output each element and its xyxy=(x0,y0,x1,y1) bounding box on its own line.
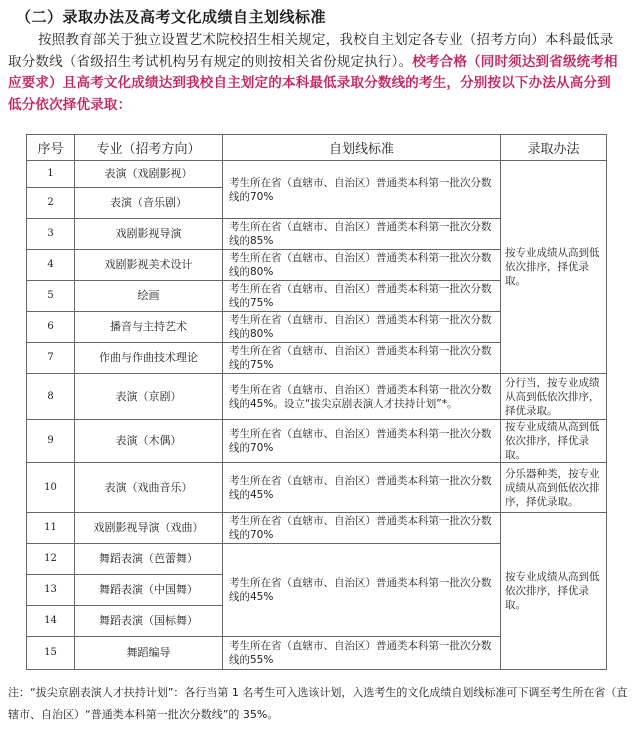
row-num: 3 xyxy=(27,219,75,250)
row-standard: 考生所在省（直辖市、自治区）普通类本科第一批次分数线的45%。设立“拔尖京剧表演人才扶持计划”*。 xyxy=(223,374,501,420)
row-standard: 考生所在省（直辖市、自治区）普通类本科第一批次分数线的70% xyxy=(223,513,501,544)
row-major: 戏剧影视导演 xyxy=(75,219,223,250)
row-major: 舞蹈编导 xyxy=(75,637,223,670)
table-row xyxy=(27,463,607,513)
row-num: 11 xyxy=(27,513,75,544)
table-row xyxy=(27,420,607,463)
table-header-row xyxy=(27,135,607,161)
footnote: 注：“拔尖京剧表演人才扶持计划”：各行当第 1 名考生可入选该计划，入选考生的文化成绩自划线标准可下调至考生所在省（直辖市、自治区）“普通类本科第一批次分数线”的 35%。 xyxy=(8,686,628,721)
row-standard: 考生所在省（直辖市、自治区）普通类本科第一批次分数线的45% xyxy=(223,544,501,637)
row-standard: 考生所在省（直辖市、自治区）普通类本科第一批次分数线的55% xyxy=(223,637,501,670)
row-num: 13 xyxy=(27,575,75,606)
admission-table xyxy=(26,134,607,670)
row-major: 戏剧影视美术设计 xyxy=(75,250,223,281)
intro-text: 按照教育部关于独立设置艺术院校招生相关规定，我校自主划定各专业（招考方向）本科最低录取分数线（省级招生考试机构另有规定的则按相关省份规定执行）。 xyxy=(8,32,614,70)
row-num: 4 xyxy=(27,250,75,281)
row-num: 10 xyxy=(27,463,75,513)
row-method: 分行当，按专业成绩从高到低依次排序，择优录取。 xyxy=(501,374,607,420)
row-major: 表演（戏剧影视） xyxy=(75,161,223,188)
row-method: 分乐器种类，按专业成绩从高到低依次排序，择优录取。 xyxy=(501,463,607,513)
row-standard: 考生所在省（直辖市、自治区）普通类本科第一批次分数线的80% xyxy=(223,250,501,281)
row-num: 9 xyxy=(27,420,75,463)
header-standard: 自划线标准 xyxy=(223,135,501,161)
row-major: 舞蹈表演（芭蕾舞） xyxy=(75,544,223,575)
row-num: 6 xyxy=(27,312,75,343)
row-num: 7 xyxy=(27,343,75,374)
row-num: 5 xyxy=(27,281,75,312)
row-num: 1 xyxy=(27,161,75,188)
row-num: 15 xyxy=(27,637,75,670)
table-row xyxy=(27,374,607,420)
row-major: 绘画 xyxy=(75,281,223,312)
row-major: 表演（京剧） xyxy=(75,374,223,420)
row-standard: 考生所在省（直辖市、自治区）普通类本科第一批次分数线的80% xyxy=(223,312,501,343)
row-standard: 考生所在省（直辖市、自治区）普通类本科第一批次分数线的70% xyxy=(223,161,501,219)
section-heading: （二）录取办法及高考文化成绩自主划线标准 xyxy=(16,8,327,26)
row-standard: 考生所在省（直辖市、自治区）普通类本科第一批次分数线的45% xyxy=(223,463,501,513)
row-major: 戏剧影视导演（戏曲） xyxy=(75,513,223,544)
row-major: 舞蹈表演（中国舞） xyxy=(75,575,223,606)
header-method: 录取办法 xyxy=(501,135,607,161)
row-major: 播音与主持艺术 xyxy=(75,312,223,343)
header-major: 专业（招考方向） xyxy=(75,135,223,161)
row-num: 12 xyxy=(27,544,75,575)
row-major: 表演（音乐剧） xyxy=(75,188,223,219)
row-num: 8 xyxy=(27,374,75,420)
row-standard: 考生所在省（直辖市、自治区）普通类本科第一批次分数线的75% xyxy=(223,281,501,312)
row-method: 按专业成绩从高到低依次排序，择优录取。 xyxy=(501,513,607,670)
row-major: 作曲与作曲技术理论 xyxy=(75,343,223,374)
row-num: 2 xyxy=(27,188,75,219)
intro-highlight: 校考合格（同时须达到省级统考相应要求）且高考文化成绩达到我校自主划定的本科最低录取分数线的考生，分别按以下办法从高分到低分依次择优录取： xyxy=(8,53,618,113)
row-standard: 考生所在省（直辖市、自治区）普通类本科第一批次分数线的75% xyxy=(223,343,501,374)
intro-paragraph xyxy=(8,30,624,116)
row-standard: 考生所在省（直辖市、自治区）普通类本科第一批次分数线的85% xyxy=(223,219,501,250)
row-major: 表演（戏曲音乐） xyxy=(75,463,223,513)
header-num: 序号 xyxy=(27,135,75,161)
row-method: 按专业成绩从高到低依次排序，择优录取。 xyxy=(501,420,607,463)
row-standard: 考生所在省（直辖市、自治区）普通类本科第一批次分数线的70% xyxy=(223,420,501,463)
row-method: 按专业成绩从高到低依次排序，择优录取。 xyxy=(501,161,607,374)
table-row xyxy=(27,161,607,188)
table-row xyxy=(27,513,607,544)
row-major: 表演（木偶） xyxy=(75,420,223,463)
row-num: 14 xyxy=(27,606,75,637)
row-major: 舞蹈表演（国标舞） xyxy=(75,606,223,637)
